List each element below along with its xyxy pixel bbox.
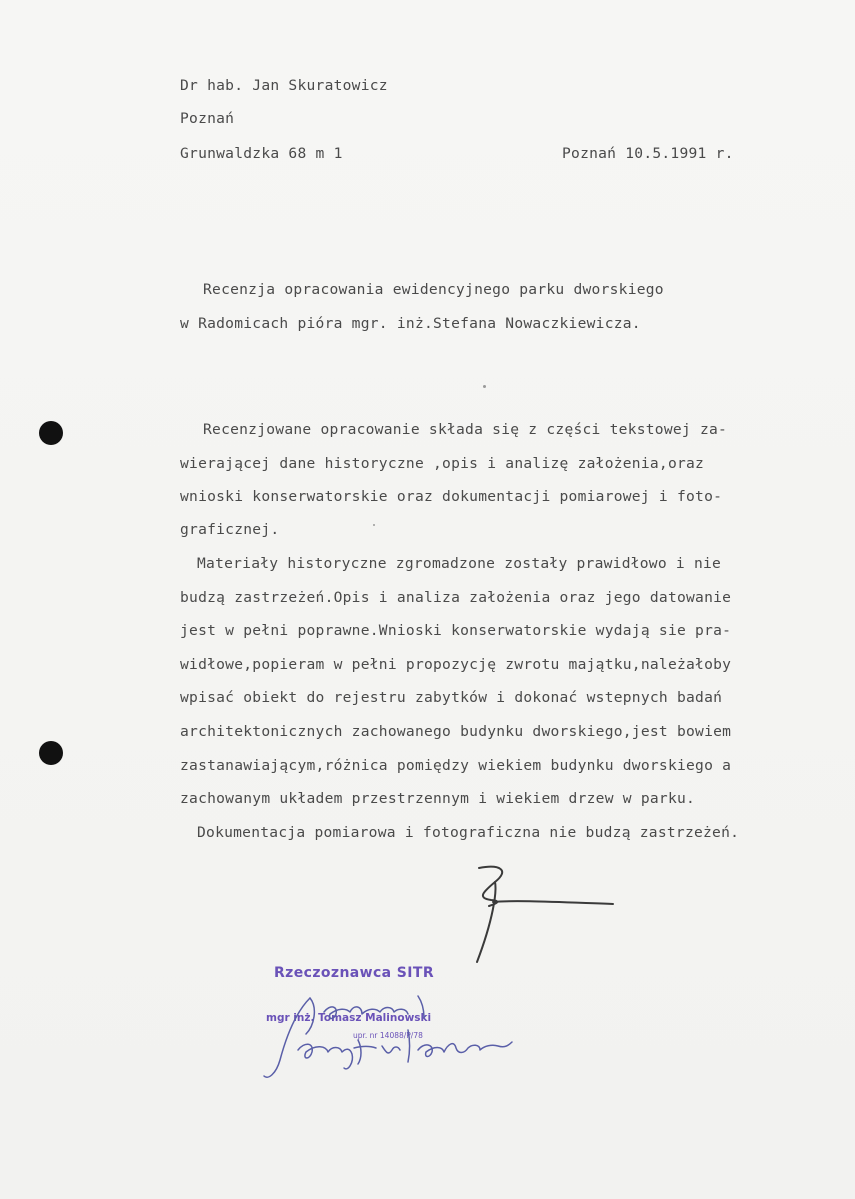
letter-date: Poznań 10.5.1991 r. — [562, 145, 734, 162]
paper-speck — [373, 524, 375, 526]
sender-name: Dr hab. Jan Skuratowicz — [180, 77, 388, 94]
body-line: Recenzjowane opracowanie składa się z części tekstowej za- — [203, 421, 728, 438]
body-line: zastanawiającym,różnica pomiędzy wiekiem budynku dworskiego a — [180, 757, 732, 774]
body-line: jest w pełni poprawne.Wnioski konserwatorskie wydają sie pra- — [180, 622, 732, 639]
expert-signature-icon — [258, 990, 528, 1085]
sender-address: Grunwaldzka 68 m 1 — [180, 145, 343, 162]
body-line: widłowe,popieram w pełni propozycję zwrotu majątku,należałoby — [180, 656, 732, 673]
body-line: graficznej. — [180, 521, 280, 538]
body-line: zachowanym układem przestrzennym i wiekiem drzew w parku. — [180, 790, 696, 807]
paper-speck — [483, 385, 486, 388]
body-line: wpisać obiekt do rejestru zabytków i dokonać wstepnych badań — [180, 689, 723, 706]
punch-hole-bottom — [39, 741, 63, 765]
body-line: budzą zastrzeżeń.Opis i analiza założenia oraz jego datowanie — [180, 589, 732, 606]
reviewer-signature-icon — [455, 860, 625, 970]
body-line: architektonicznych zachowanego budynku dworskiego,jest bowiem — [180, 723, 732, 740]
body-line: wierającej dane historyczne ,opis i analizę założenia,oraz — [180, 455, 705, 472]
stamp-title: Rzeczoznawca SITR — [274, 965, 435, 981]
body-line: Materiały historyczne zgromadzone zostały prawidłowo i nie — [197, 555, 722, 572]
punch-hole-top — [39, 421, 63, 445]
body-line: Dokumentacja pomiarowa i fotograficzna nie budzą zastrzeżeń. — [197, 824, 740, 841]
subject-line: w Radomicach pióra mgr. inż.Stefana Nowaczkiewicza. — [180, 315, 641, 332]
sender-city: Poznań — [180, 110, 235, 127]
stamp-name: mgr inż. Tomasz Malinowski — [266, 1012, 432, 1024]
subject-line: Recenzja opracowania ewidencyjnego parku dworskiego — [203, 281, 664, 298]
stamp-permit: upr. nr 14088/P/78 — [353, 1031, 423, 1040]
body-line: wnioski konserwatorskie oraz dokumentacji pomiarowej i foto- — [180, 488, 723, 505]
